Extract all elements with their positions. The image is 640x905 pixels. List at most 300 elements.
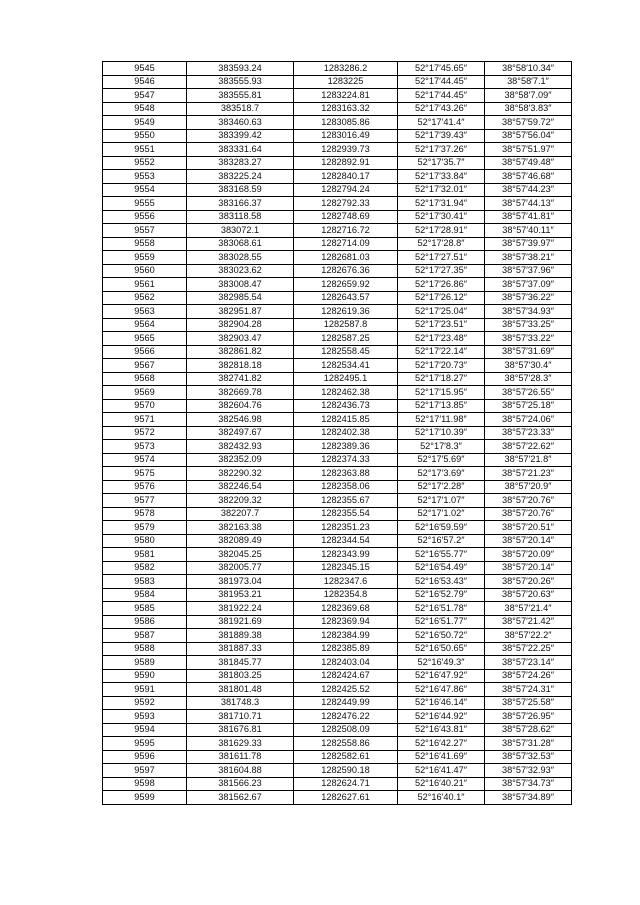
latitude-cell: 52°16′51.78″: [398, 602, 485, 616]
table-row: [103, 656, 572, 670]
y-coordinate-cell: 1283286.2: [294, 62, 398, 76]
x-coordinate-cell: 381562.67: [187, 791, 294, 805]
longitude-cell: 38°57′37.09″: [485, 278, 572, 292]
table-row: [103, 494, 572, 508]
table-row: [103, 791, 572, 805]
table-row: [103, 453, 572, 467]
longitude-cell: 38°57′23.14″: [485, 656, 572, 670]
x-coordinate-cell: 381922.24: [187, 602, 294, 616]
latitude-cell: 52°16′50.65″: [398, 642, 485, 656]
latitude-cell: 52°16′41.69″: [398, 750, 485, 764]
table-row: [103, 629, 572, 643]
table-row: [103, 723, 572, 737]
table-row: [103, 372, 572, 386]
point-number-cell: 9574: [103, 453, 187, 467]
y-coordinate-cell: 1282385.89: [294, 642, 398, 656]
x-coordinate-cell: 382903.47: [187, 332, 294, 346]
table-row: [103, 318, 572, 332]
x-coordinate-cell: 381953.21: [187, 588, 294, 602]
x-coordinate-cell: 383399.42: [187, 129, 294, 143]
y-coordinate-cell: 1282892.91: [294, 156, 398, 170]
latitude-cell: 52°16′54.49″: [398, 561, 485, 575]
y-coordinate-cell: 1283225: [294, 75, 398, 89]
longitude-cell: 38°58′3.83″: [485, 102, 572, 116]
longitude-cell: 38°57′36.22″: [485, 291, 572, 305]
y-coordinate-cell: 1282355.54: [294, 507, 398, 521]
y-coordinate-cell: 1282840.17: [294, 170, 398, 184]
point-number-cell: 9584: [103, 588, 187, 602]
longitude-cell: 38°57′34.89″: [485, 791, 572, 805]
x-coordinate-cell: 382604.76: [187, 399, 294, 413]
longitude-cell: 38°57′20.09″: [485, 548, 572, 562]
point-number-cell: 9578: [103, 507, 187, 521]
x-coordinate-cell: 381710.71: [187, 710, 294, 724]
longitude-cell: 38°57′21.23″: [485, 467, 572, 481]
point-number-cell: 9551: [103, 143, 187, 157]
x-coordinate-cell: 382089.49: [187, 534, 294, 548]
coordinates-table: [102, 61, 572, 805]
longitude-cell: 38°57′23.33″: [485, 426, 572, 440]
x-coordinate-cell: 383518.7: [187, 102, 294, 116]
longitude-cell: 38°57′24.31″: [485, 683, 572, 697]
point-number-cell: 9564: [103, 318, 187, 332]
y-coordinate-cell: 1282403.04: [294, 656, 398, 670]
y-coordinate-cell: 1282354.8: [294, 588, 398, 602]
longitude-cell: 38°57′31.69″: [485, 345, 572, 359]
longitude-cell: 38°57′24.26″: [485, 669, 572, 683]
x-coordinate-cell: 381887.33: [187, 642, 294, 656]
y-coordinate-cell: 1282587.8: [294, 318, 398, 332]
longitude-cell: 38°57′20.76″: [485, 494, 572, 508]
latitude-cell: 52°16′41.47″: [398, 764, 485, 778]
latitude-cell: 52°17′11.98″: [398, 413, 485, 427]
y-coordinate-cell: 1282358.06: [294, 480, 398, 494]
x-coordinate-cell: 383225.24: [187, 170, 294, 184]
latitude-cell: 52°17′3.69″: [398, 467, 485, 481]
longitude-cell: 38°57′33.25″: [485, 318, 572, 332]
latitude-cell: 52°17′28.91″: [398, 224, 485, 238]
x-coordinate-cell: 382045.25: [187, 548, 294, 562]
longitude-cell: 38°57′46.68″: [485, 170, 572, 184]
longitude-cell: 38°58′7.1″: [485, 75, 572, 89]
y-coordinate-cell: 1282794.24: [294, 183, 398, 197]
point-number-cell: 9575: [103, 467, 187, 481]
point-number-cell: 9581: [103, 548, 187, 562]
longitude-cell: 38°57′31.28″: [485, 737, 572, 751]
latitude-cell: 52°17′5.69″: [398, 453, 485, 467]
point-number-cell: 9567: [103, 359, 187, 373]
x-coordinate-cell: 382005.77: [187, 561, 294, 575]
point-number-cell: 9570: [103, 399, 187, 413]
point-number-cell: 9594: [103, 723, 187, 737]
longitude-cell: 38°57′26.95″: [485, 710, 572, 724]
longitude-cell: 38°57′37.96″: [485, 264, 572, 278]
y-coordinate-cell: 1282534.41: [294, 359, 398, 373]
x-coordinate-cell: 383460.63: [187, 116, 294, 130]
latitude-cell: 52°16′42.27″: [398, 737, 485, 751]
point-number-cell: 9546: [103, 75, 187, 89]
y-coordinate-cell: 1282347.6: [294, 575, 398, 589]
x-coordinate-cell: 381604.88: [187, 764, 294, 778]
x-coordinate-cell: 383028.55: [187, 251, 294, 265]
latitude-cell: 52°16′40.21″: [398, 777, 485, 791]
point-number-cell: 9588: [103, 642, 187, 656]
x-coordinate-cell: 381629.33: [187, 737, 294, 751]
point-number-cell: 9590: [103, 669, 187, 683]
x-coordinate-cell: 382904.28: [187, 318, 294, 332]
table-row: [103, 413, 572, 427]
point-number-cell: 9582: [103, 561, 187, 575]
longitude-cell: 38°57′20.14″: [485, 534, 572, 548]
x-coordinate-cell: 382290.32: [187, 467, 294, 481]
table-row: [103, 467, 572, 481]
longitude-cell: 38°57′56.04″: [485, 129, 572, 143]
y-coordinate-cell: 1282351.23: [294, 521, 398, 535]
y-coordinate-cell: 1282436.73: [294, 399, 398, 413]
point-number-cell: 9553: [103, 170, 187, 184]
x-coordinate-cell: 383068.61: [187, 237, 294, 251]
latitude-cell: 52°17′1.07″: [398, 494, 485, 508]
point-number-cell: 9583: [103, 575, 187, 589]
y-coordinate-cell: 1282659.92: [294, 278, 398, 292]
point-number-cell: 9560: [103, 264, 187, 278]
longitude-cell: 38°57′44.13″: [485, 197, 572, 211]
table-row: [103, 264, 572, 278]
y-coordinate-cell: 1282792.33: [294, 197, 398, 211]
latitude-cell: 52°16′46.14″: [398, 696, 485, 710]
point-number-cell: 9593: [103, 710, 187, 724]
longitude-cell: 38°57′59.72″: [485, 116, 572, 130]
latitude-cell: 52°16′55.77″: [398, 548, 485, 562]
latitude-cell: 52°16′52.79″: [398, 588, 485, 602]
table-row: [103, 750, 572, 764]
table-row: [103, 291, 572, 305]
point-number-cell: 9568: [103, 372, 187, 386]
longitude-cell: 38°57′20.26″: [485, 575, 572, 589]
latitude-cell: 52°17′8.3″: [398, 440, 485, 454]
point-number-cell: 9586: [103, 615, 187, 629]
table-row: [103, 575, 572, 589]
y-coordinate-cell: 1282748.69: [294, 210, 398, 224]
x-coordinate-cell: 383593.24: [187, 62, 294, 76]
y-coordinate-cell: 1282363.88: [294, 467, 398, 481]
y-coordinate-cell: 1282355.67: [294, 494, 398, 508]
y-coordinate-cell: 1282627.61: [294, 791, 398, 805]
point-number-cell: 9556: [103, 210, 187, 224]
longitude-cell: 38°57′28.62″: [485, 723, 572, 737]
table-row: [103, 332, 572, 346]
longitude-cell: 38°57′30.4″: [485, 359, 572, 373]
point-number-cell: 9558: [103, 237, 187, 251]
y-coordinate-cell: 1282619.36: [294, 305, 398, 319]
table-row: [103, 129, 572, 143]
latitude-cell: 52°17′26.12″: [398, 291, 485, 305]
latitude-cell: 52°17′1.02″: [398, 507, 485, 521]
longitude-cell: 38°57′21.4″: [485, 602, 572, 616]
longitude-cell: 38°57′21.42″: [485, 615, 572, 629]
longitude-cell: 38°58′7.09″: [485, 89, 572, 103]
x-coordinate-cell: 382669.78: [187, 386, 294, 400]
y-coordinate-cell: 1282643.57: [294, 291, 398, 305]
point-number-cell: 9547: [103, 89, 187, 103]
point-number-cell: 9550: [103, 129, 187, 143]
latitude-cell: 52°17′33.84″: [398, 170, 485, 184]
y-coordinate-cell: 1282558.45: [294, 345, 398, 359]
x-coordinate-cell: 381611.78: [187, 750, 294, 764]
latitude-cell: 52°17′27.35″: [398, 264, 485, 278]
y-coordinate-cell: 1283016.49: [294, 129, 398, 143]
x-coordinate-cell: 381803.25: [187, 669, 294, 683]
table-row: [103, 359, 572, 373]
latitude-cell: 52°17′20.73″: [398, 359, 485, 373]
x-coordinate-cell: 383331.64: [187, 143, 294, 157]
table-row: [103, 156, 572, 170]
x-coordinate-cell: 383166.37: [187, 197, 294, 211]
x-coordinate-cell: 382352.09: [187, 453, 294, 467]
longitude-cell: 38°57′25.58″: [485, 696, 572, 710]
longitude-cell: 38°57′32.53″: [485, 750, 572, 764]
point-number-cell: 9577: [103, 494, 187, 508]
y-coordinate-cell: 1282939.73: [294, 143, 398, 157]
longitude-cell: 38°57′51.97″: [485, 143, 572, 157]
longitude-cell: 38°57′21.8″: [485, 453, 572, 467]
x-coordinate-cell: 382163.38: [187, 521, 294, 535]
y-coordinate-cell: 1282369.94: [294, 615, 398, 629]
longitude-cell: 38°57′20.76″: [485, 507, 572, 521]
latitude-cell: 52°17′10.39″: [398, 426, 485, 440]
longitude-cell: 38°57′26.55″: [485, 386, 572, 400]
table-row: [103, 197, 572, 211]
latitude-cell: 52°16′57.2″: [398, 534, 485, 548]
longitude-cell: 38°57′34.93″: [485, 305, 572, 319]
longitude-cell: 38°57′22.2″: [485, 629, 572, 643]
point-number-cell: 9548: [103, 102, 187, 116]
y-coordinate-cell: 1282681.03: [294, 251, 398, 265]
table-row: [103, 237, 572, 251]
table-row: [103, 669, 572, 683]
x-coordinate-cell: 381973.04: [187, 575, 294, 589]
x-coordinate-cell: 383168.59: [187, 183, 294, 197]
longitude-cell: 38°58′10.34″: [485, 62, 572, 76]
y-coordinate-cell: 1282345.15: [294, 561, 398, 575]
latitude-cell: 52°16′50.72″: [398, 629, 485, 643]
y-coordinate-cell: 1282624.71: [294, 777, 398, 791]
y-coordinate-cell: 1282587.25: [294, 332, 398, 346]
x-coordinate-cell: 383118.58: [187, 210, 294, 224]
table-row: [103, 548, 572, 562]
point-number-cell: 9576: [103, 480, 187, 494]
table-row: [103, 602, 572, 616]
latitude-cell: 52°16′49.3″: [398, 656, 485, 670]
x-coordinate-cell: 382207.7: [187, 507, 294, 521]
point-number-cell: 9598: [103, 777, 187, 791]
table-row: [103, 588, 572, 602]
x-coordinate-cell: 382209.32: [187, 494, 294, 508]
longitude-cell: 38°57′22.25″: [485, 642, 572, 656]
table-row: [103, 305, 572, 319]
latitude-cell: 52°16′44.92″: [398, 710, 485, 724]
table-row: [103, 102, 572, 116]
x-coordinate-cell: 381889.38: [187, 629, 294, 643]
longitude-cell: 38°57′20.63″: [485, 588, 572, 602]
point-number-cell: 9585: [103, 602, 187, 616]
table-row: [103, 116, 572, 130]
table-row: [103, 534, 572, 548]
table-row: [103, 89, 572, 103]
table-row: [103, 642, 572, 656]
point-number-cell: 9589: [103, 656, 187, 670]
point-number-cell: 9599: [103, 791, 187, 805]
point-number-cell: 9573: [103, 440, 187, 454]
latitude-cell: 52°17′30.41″: [398, 210, 485, 224]
latitude-cell: 52°17′25.04″: [398, 305, 485, 319]
table-row: [103, 615, 572, 629]
y-coordinate-cell: 1282714.09: [294, 237, 398, 251]
x-coordinate-cell: 382951.87: [187, 305, 294, 319]
x-coordinate-cell: 382497.67: [187, 426, 294, 440]
x-coordinate-cell: 382246.54: [187, 480, 294, 494]
point-number-cell: 9549: [103, 116, 187, 130]
y-coordinate-cell: 1282389.36: [294, 440, 398, 454]
longitude-cell: 38°57′20.51″: [485, 521, 572, 535]
point-number-cell: 9580: [103, 534, 187, 548]
longitude-cell: 38°57′20.9″: [485, 480, 572, 494]
x-coordinate-cell: 383555.81: [187, 89, 294, 103]
latitude-cell: 52°16′47.86″: [398, 683, 485, 697]
table-row: [103, 710, 572, 724]
table-row: [103, 62, 572, 76]
table-row: [103, 224, 572, 238]
table-row: [103, 480, 572, 494]
latitude-cell: 52°17′32.01″: [398, 183, 485, 197]
latitude-cell: 52°17′27.51″: [398, 251, 485, 265]
point-number-cell: 9563: [103, 305, 187, 319]
y-coordinate-cell: 1282369.68: [294, 602, 398, 616]
longitude-cell: 38°57′20.14″: [485, 561, 572, 575]
latitude-cell: 52°17′23.48″: [398, 332, 485, 346]
point-number-cell: 9562: [103, 291, 187, 305]
longitude-cell: 38°57′44.23″: [485, 183, 572, 197]
y-coordinate-cell: 1282716.72: [294, 224, 398, 238]
table-row: [103, 696, 572, 710]
longitude-cell: 38°57′25.18″: [485, 399, 572, 413]
point-number-cell: 9555: [103, 197, 187, 211]
table-row: [103, 143, 572, 157]
y-coordinate-cell: 1282508.09: [294, 723, 398, 737]
latitude-cell: 52°17′44.45″: [398, 89, 485, 103]
point-number-cell: 9566: [103, 345, 187, 359]
latitude-cell: 52°17′39.43″: [398, 129, 485, 143]
longitude-cell: 38°57′28.3″: [485, 372, 572, 386]
table-row: [103, 521, 572, 535]
table-row: [103, 251, 572, 265]
table-row: [103, 278, 572, 292]
y-coordinate-cell: 1283224.81: [294, 89, 398, 103]
y-coordinate-cell: 1282449.99: [294, 696, 398, 710]
x-coordinate-cell: 382741.82: [187, 372, 294, 386]
point-number-cell: 9565: [103, 332, 187, 346]
longitude-cell: 38°57′24.06″: [485, 413, 572, 427]
latitude-cell: 52°17′18.27″: [398, 372, 485, 386]
latitude-cell: 52°17′28.8″: [398, 237, 485, 251]
point-number-cell: 9592: [103, 696, 187, 710]
point-number-cell: 9591: [103, 683, 187, 697]
latitude-cell: 52°17′26.86″: [398, 278, 485, 292]
y-coordinate-cell: 1282343.99: [294, 548, 398, 562]
y-coordinate-cell: 1282462.38: [294, 386, 398, 400]
table-row: [103, 345, 572, 359]
longitude-cell: 38°57′39.97″: [485, 237, 572, 251]
x-coordinate-cell: 381676.81: [187, 723, 294, 737]
point-number-cell: 9554: [103, 183, 187, 197]
latitude-cell: 52°16′53.43″: [398, 575, 485, 589]
x-coordinate-cell: 381801.48: [187, 683, 294, 697]
point-number-cell: 9552: [103, 156, 187, 170]
y-coordinate-cell: 1282424.67: [294, 669, 398, 683]
longitude-cell: 38°57′40.11″: [485, 224, 572, 238]
x-coordinate-cell: 382985.54: [187, 291, 294, 305]
x-coordinate-cell: 383008.47: [187, 278, 294, 292]
y-coordinate-cell: 1282374.33: [294, 453, 398, 467]
x-coordinate-cell: 382861.82: [187, 345, 294, 359]
longitude-cell: 38°57′49.48″: [485, 156, 572, 170]
latitude-cell: 52°17′43.26″: [398, 102, 485, 116]
y-coordinate-cell: 1282582.61: [294, 750, 398, 764]
table-row: [103, 399, 572, 413]
y-coordinate-cell: 1282402.38: [294, 426, 398, 440]
point-number-cell: 9572: [103, 426, 187, 440]
x-coordinate-cell: 383023.62: [187, 264, 294, 278]
table-row: [103, 183, 572, 197]
latitude-cell: 52°17′37.26″: [398, 143, 485, 157]
latitude-cell: 52°17′44.45″: [398, 75, 485, 89]
latitude-cell: 52°17′22.14″: [398, 345, 485, 359]
latitude-cell: 52°17′2.28″: [398, 480, 485, 494]
table-row: [103, 561, 572, 575]
table-row: [103, 737, 572, 751]
y-coordinate-cell: 1282495.1: [294, 372, 398, 386]
table-row: [103, 507, 572, 521]
point-number-cell: 9587: [103, 629, 187, 643]
x-coordinate-cell: 382818.18: [187, 359, 294, 373]
longitude-cell: 38°57′38.21″: [485, 251, 572, 265]
x-coordinate-cell: 382432.93: [187, 440, 294, 454]
point-number-cell: 9595: [103, 737, 187, 751]
table-row: [103, 210, 572, 224]
latitude-cell: 52°16′43.81″: [398, 723, 485, 737]
coordinates-table-body: [103, 62, 572, 805]
point-number-cell: 9569: [103, 386, 187, 400]
latitude-cell: 52°17′23.51″: [398, 318, 485, 332]
point-number-cell: 9596: [103, 750, 187, 764]
point-number-cell: 9597: [103, 764, 187, 778]
table-row: [103, 426, 572, 440]
table-row: [103, 386, 572, 400]
table-row: [103, 683, 572, 697]
latitude-cell: 52°16′40.1″: [398, 791, 485, 805]
x-coordinate-cell: 381566.23: [187, 777, 294, 791]
latitude-cell: 52°17′45.65″: [398, 62, 485, 76]
point-number-cell: 9557: [103, 224, 187, 238]
table-row: [103, 170, 572, 184]
latitude-cell: 52°17′35.7″: [398, 156, 485, 170]
point-number-cell: 9579: [103, 521, 187, 535]
y-coordinate-cell: 1282384.99: [294, 629, 398, 643]
x-coordinate-cell: 383283.27: [187, 156, 294, 170]
y-coordinate-cell: 1283085.86: [294, 116, 398, 130]
y-coordinate-cell: 1283163.32: [294, 102, 398, 116]
y-coordinate-cell: 1282425.52: [294, 683, 398, 697]
